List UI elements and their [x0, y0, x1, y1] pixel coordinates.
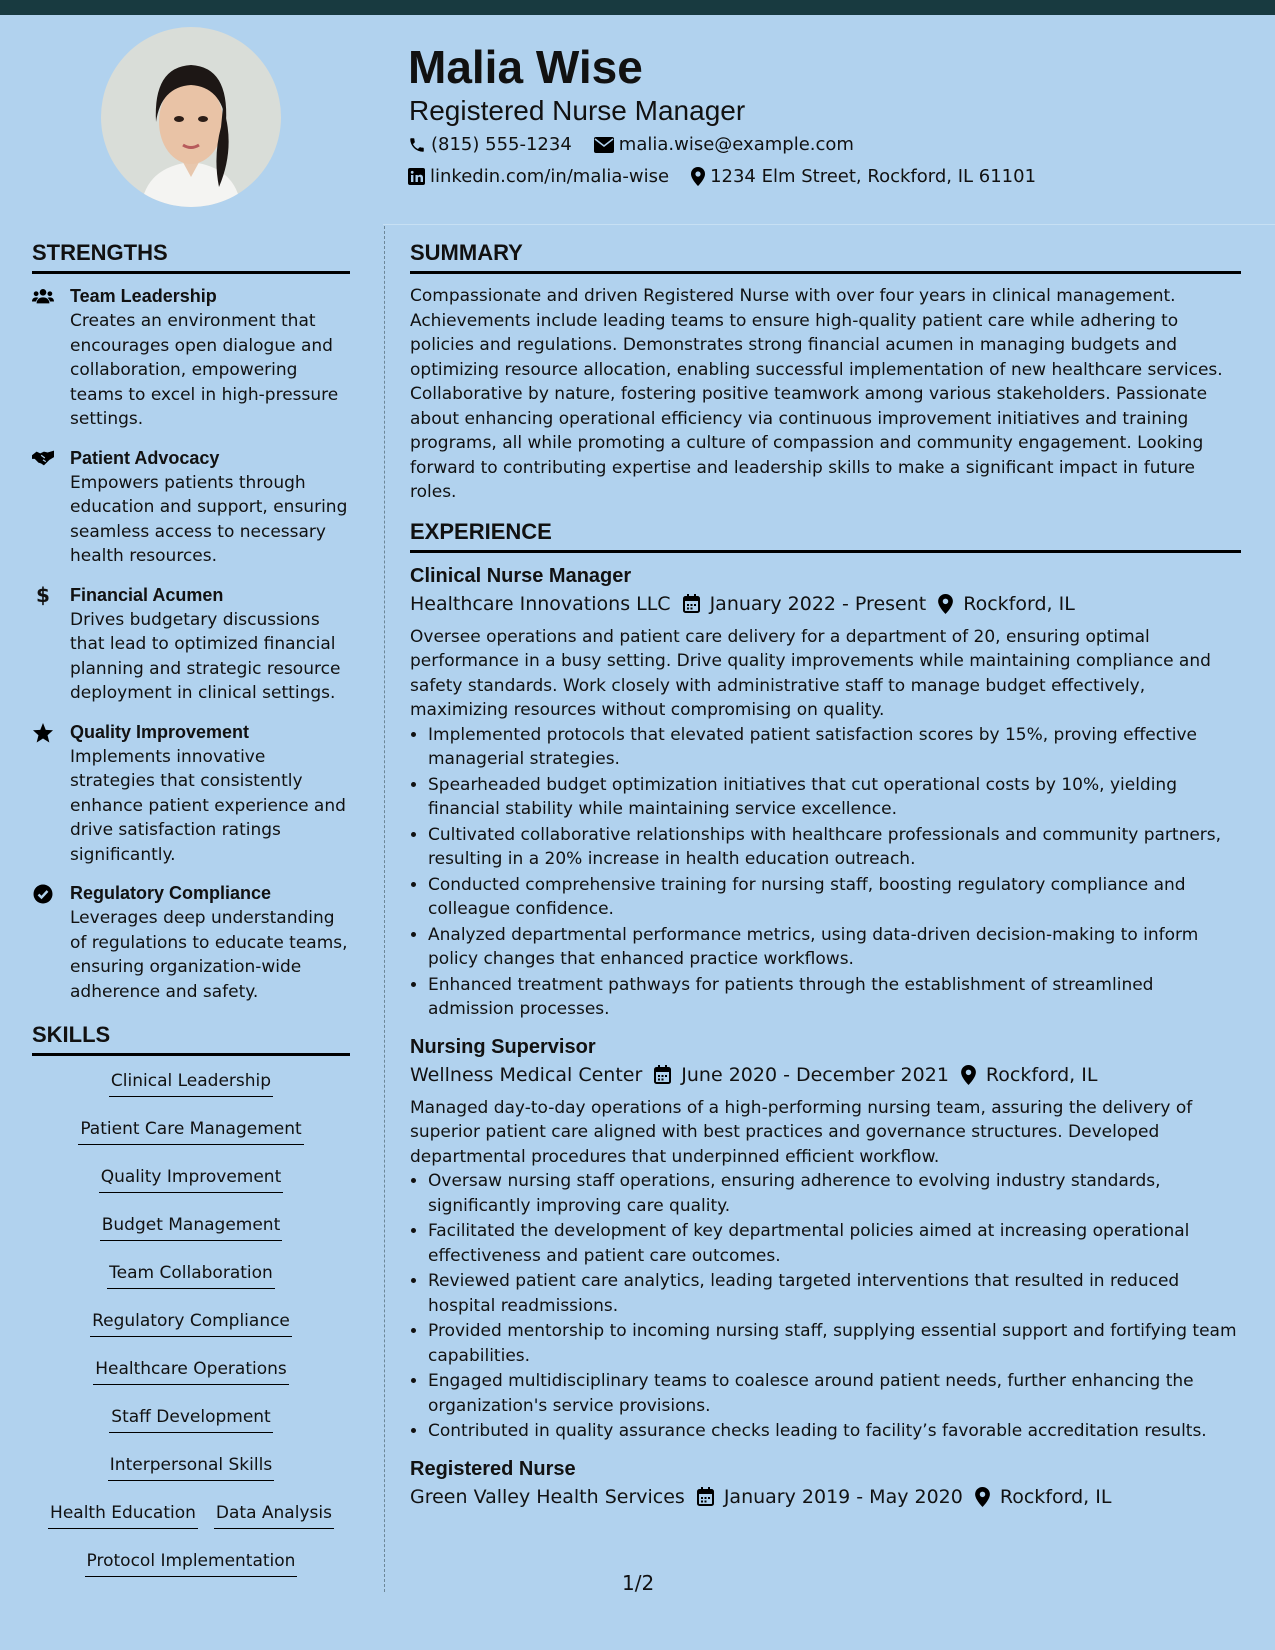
strength-desc: Empowers patients through education and support, ensuring seamless access to necessary health resources. — [70, 472, 348, 566]
job-location: Rockford, IL — [963, 592, 1075, 615]
bullet-item: • Implemented protocols that elevated patient satisfaction scores by 15%, proving effective managerial strategies. — [428, 723, 1241, 772]
bullet-item: • Engaged multidisciplinary teams to coalesce around patient needs, further enhancing the organization's service provisions. — [428, 1369, 1241, 1418]
strength-title: Patient Advocacy — [70, 447, 220, 468]
bullet-item: • Conducted comprehensive training for nursing staff, boosting regulatory compliance and colleague confidence. — [428, 873, 1241, 922]
strength-title: Financial Acumen — [70, 584, 224, 605]
skill-tag: Protocol Implementation — [85, 1549, 298, 1577]
bullet-item: • Enhanced treatment pathways for patients through the establishment of streamlined admission processes. — [428, 973, 1241, 1022]
skill-tag: Team Collaboration — [107, 1261, 275, 1289]
job-bullets — [410, 1169, 1241, 1444]
strength-item — [32, 446, 350, 569]
calendar-icon — [654, 1065, 671, 1084]
map-pin-icon — [938, 594, 953, 614]
contact-row-2 — [408, 166, 1058, 187]
linkedin-text: linkedin.com/in/malia-wise — [430, 166, 670, 187]
check-circle-icon — [32, 884, 54, 904]
email-contact[interactable] — [594, 134, 854, 155]
strength-title: Regulatory Compliance — [70, 883, 272, 903]
map-pin-icon — [975, 1487, 990, 1507]
candidate-name: Malia Wise — [408, 41, 643, 93]
strength-item — [32, 284, 350, 432]
job-description: Oversee operations and patient care delivery for a department of 20, ensuring optimal performance in a busy setting. Drive quality improvements while maintaining compliance and safety standards. Work closely with administrative staff to manage budget effectively, maximizing resources without compromising on quality. — [410, 626, 1211, 720]
bullet-item: • Oversaw nursing staff operations, ensuring adherence to evolving industry standards, significantly improving care quality. — [428, 1169, 1241, 1218]
calendar-icon — [683, 594, 700, 613]
top-bar — [0, 0, 1275, 15]
strength-desc: Leverages deep understanding of regulations to educate teams, ensuring organization-wide adherence and safety. — [70, 908, 348, 1002]
job-dates: January 2019 - May 2020 — [723, 1485, 963, 1508]
skill-tag: Staff Development — [109, 1405, 272, 1433]
phone-icon — [408, 136, 426, 154]
job-entry — [410, 563, 1241, 1022]
calendar-icon — [697, 1487, 714, 1506]
bullet-item: • Provided mentorship to incoming nursing staff, supplying essential support and fortifying team capabilities. — [428, 1319, 1241, 1368]
bullet-item: • Facilitated the development of key departmental policies aimed at increasing operational effectiveness and patient care outcomes. — [428, 1219, 1241, 1268]
strength-title: Quality Improvement — [70, 721, 250, 742]
job-dates: June 2020 - December 2021 — [681, 1063, 949, 1086]
job-company: Wellness Medical Center — [410, 1063, 643, 1086]
linkedin-icon — [408, 168, 425, 185]
map-pin-icon — [691, 167, 705, 186]
job-role: Clinical Nurse Manager — [410, 564, 632, 587]
summary-text: Compassionate and driven Registered Nurse with over four years in clinical management. Achievements include leading teams to ensure high-quality patient care while adhering to policies and regulations. Demonstrates strong financial acumen in managing budgets and optimizing resource allocation, enabling successful implementation of new healthcare services. Collaborative by nature, fostering positive teamwork among various stakeholders. Passionate about enhancing operational efficiency via continuous improvement initiatives and training programs, all while promoting a culture of compassion and community engagement. Looking forward to contributing expertise and leadership skills to make a significant impact in future roles. — [410, 286, 1223, 502]
map-pin-icon — [961, 1065, 976, 1085]
header-separator — [383, 224, 1275, 225]
email-text: malia.wise@example.com — [618, 134, 854, 155]
column-divider — [384, 226, 385, 1592]
bullet-item: • Contributed in quality assurance checks leading to facility’s favorable accreditation results. — [428, 1419, 1241, 1444]
right-column — [410, 240, 1241, 1524]
skill-tag: Quality Improvement — [99, 1165, 284, 1193]
left-column — [32, 240, 350, 1597]
job-company: Healthcare Innovations LLC — [410, 592, 671, 615]
handshake-icon — [32, 449, 54, 469]
strength-title: Team Leadership — [70, 286, 217, 306]
skill-tag: Budget Management — [100, 1213, 283, 1241]
skill-tag: Regulatory Compliance — [90, 1309, 292, 1337]
skill-tag: Clinical Leadership — [109, 1069, 273, 1097]
skill-tag: Data Analysis — [214, 1501, 334, 1529]
skill-tag: Patient Care Management — [78, 1117, 303, 1145]
job-role: Registered Nurse — [410, 1457, 576, 1480]
dollar-icon: $ — [36, 582, 50, 607]
strength-item — [32, 881, 350, 1004]
strength-desc: Creates an environment that encourages open dialogue and collaboration, empowering teams to excel in high-pressure settings. — [70, 311, 339, 429]
phone-contact[interactable] — [408, 134, 572, 155]
star-icon — [32, 723, 54, 743]
users-icon — [32, 287, 54, 307]
job-description: Managed day-to-day operations of a high-performing nursing team, assuring the delivery of superior patient care aligned with best practices and governance structures. Developed departmental procedures that underpinned efficient workflow. — [410, 1097, 1193, 1167]
page-number: 1/2 — [622, 1571, 655, 1595]
strength-desc: Implements innovative strategies that consistently enhance patient experience and drive satisfaction ratings significantly. — [70, 746, 346, 865]
phone-text: (815) 555-1234 — [431, 134, 572, 155]
job-location: Rockford, IL — [985, 1063, 1098, 1086]
job-dates: January 2022 - Present — [709, 592, 927, 615]
job-meta — [410, 589, 1241, 619]
job-company: Green Valley Health Services — [410, 1485, 685, 1508]
linkedin-contact[interactable] — [408, 166, 669, 187]
profile-photo — [101, 27, 281, 207]
candidate-title: Registered Nurse Manager — [409, 95, 746, 126]
job-entry — [410, 1456, 1241, 1512]
job-bullets — [410, 723, 1241, 1022]
skills-heading: SKILLS — [32, 1022, 350, 1056]
skills-list — [32, 1066, 350, 1577]
job-meta — [410, 1060, 1241, 1090]
bullet-item: • Cultivated collaborative relationships with healthcare professionals and community partners, resulting in a 20% increase in health education outreach. — [428, 823, 1241, 872]
envelope-icon — [594, 137, 614, 153]
skill-tag: Healthcare Operations — [93, 1357, 289, 1385]
skill-tag: Interpersonal Skills — [108, 1453, 274, 1481]
job-entry — [410, 1034, 1241, 1444]
job-meta — [410, 1482, 1241, 1512]
address-text: 1234 Elm Street, Rockford, IL 61101 — [710, 166, 1037, 187]
address-contact — [691, 166, 1036, 187]
summary-heading: SUMMARY — [410, 240, 1241, 274]
bullet-item: • Spearheaded budget optimization initiatives that cut operational costs by 10%, yielding financial stability while maintaining service excellence. — [428, 773, 1241, 822]
experience-heading: EXPERIENCE — [410, 519, 1241, 553]
job-role: Nursing Supervisor — [410, 1035, 596, 1058]
job-location: Rockford, IL — [999, 1485, 1112, 1508]
strength-desc: Drives budgetary discussions that lead to optimized financial planning and strategic resource deployment in clinical settings. — [70, 609, 341, 703]
bullet-item: • Analyzed departmental performance metrics, using data-driven decision-making to inform policy changes that enhanced practice workflows. — [428, 923, 1241, 972]
strength-item — [32, 720, 350, 868]
strengths-heading: STRENGTHS — [32, 240, 350, 274]
skill-tag: Health Education — [48, 1501, 198, 1529]
bullet-item: • Reviewed patient care analytics, leading targeted interventions that resulted in reduced hospital readmissions. — [428, 1269, 1241, 1318]
strength-item — [32, 583, 350, 706]
contact-row-1 — [408, 134, 876, 155]
